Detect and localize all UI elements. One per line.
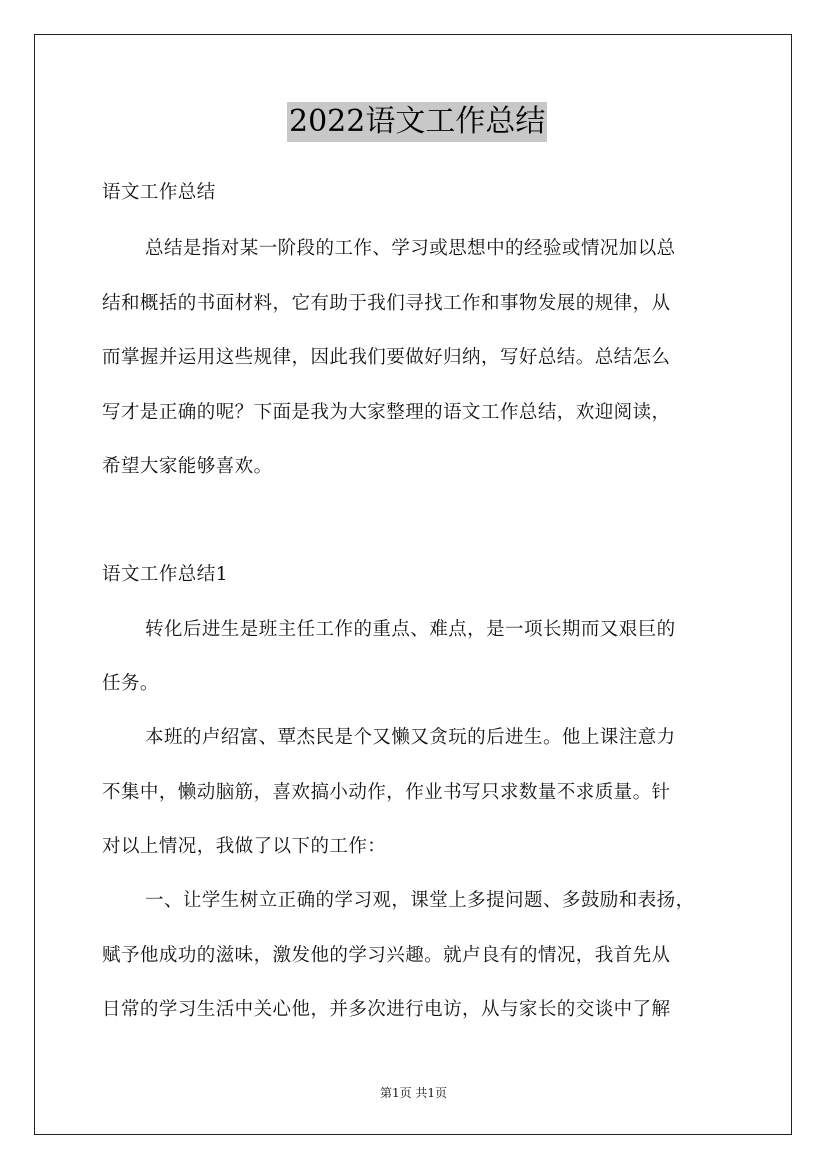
intro-line: 而掌握并运用这些规律，因此我们要做好归纳，写好总结。总结怎么 [102, 347, 671, 368]
intro-line: 希望大家能够喜欢。 [102, 456, 273, 477]
page-footer: 第1页 共1页 [379, 1086, 448, 1100]
paragraph-line: 对以上情况，我做了以下的工作： [102, 836, 387, 857]
paragraph-line: 一、让学生树立正确的学习观，课堂上多提问题、多鼓励和表扬， [145, 890, 695, 911]
paragraph-line: 赋予他成功的滋味，激发他的学习兴趣。就卢良有的情况，我首先从 [102, 945, 671, 966]
paragraph-line: 本班的卢绍富、覃杰民是个又懒又贪玩的后进生。他上课注意力 [145, 727, 676, 748]
section-heading: 语文工作总结1 [102, 564, 228, 585]
paragraph-line: 不集中，懒动脑筋，喜欢搞小动作，作业书写只求数量不求质量。针 [102, 782, 671, 803]
paragraph-line: 转化后进生是班主任工作的重点、难点，是一项长期而又艰巨的 [145, 619, 676, 640]
subtitle: 语文工作总结 [102, 182, 216, 203]
intro-line: 写才是正确的呢？下面是我为大家整理的语文工作总结，欢迎阅读， [102, 402, 671, 423]
paragraph-line: 日常的学习生活中关心他，并多次进行电访，从与家长的交谈中了解 [102, 999, 671, 1020]
intro-line: 结和概括的书面材料，它有助于我们寻找工作和事物发展的规律，从 [102, 293, 671, 314]
document-title: 2022语文工作总结 [287, 102, 547, 142]
paragraph-line: 任务。 [102, 673, 159, 694]
intro-line: 总结是指对某一阶段的工作、学习或思想中的经验或情况加以总 [145, 238, 676, 259]
